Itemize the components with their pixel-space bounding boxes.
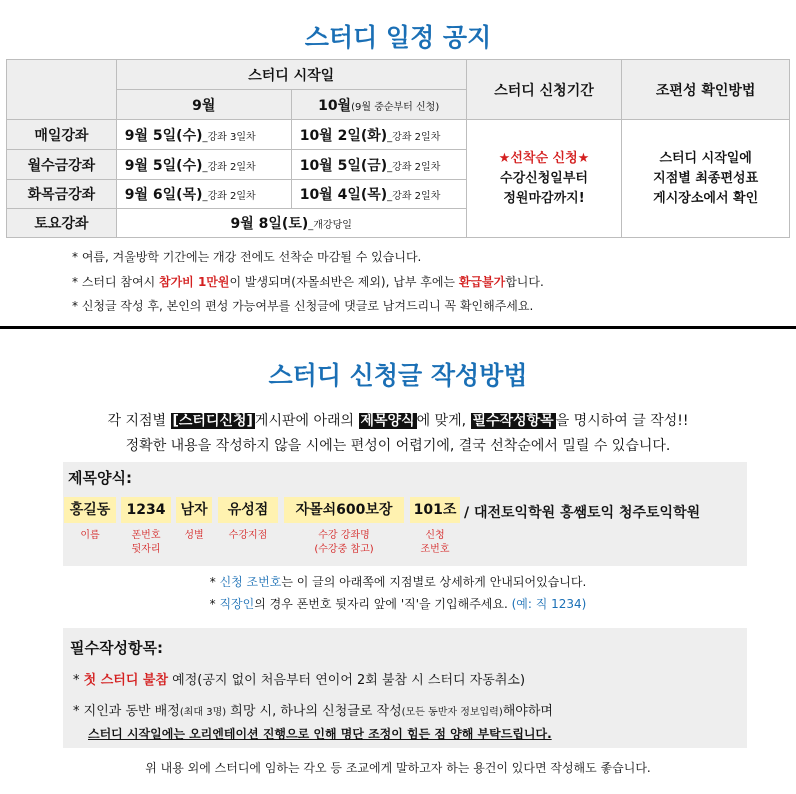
intro-line-2: 정확한 내용을 작성하지 않을 시에는 편성이 어렵기에, 결국 선착순에서 밀릴 수 있습니다. [125,438,671,454]
row-name: 매일강좌 [7,120,117,150]
intro-line-1: 각 지점별 [스터디신청] 게시판에 아래의 제목양식 에 맞게, 필수작성항목 을 명시하여 글 작성!! [107,413,689,429]
schedule-table [6,59,790,238]
closing-note: 위 내용 외에 스터디에 임하는 각오 등 조교에게 말하고자 하는 용건이 있다면 작성해도 좋습니다. [145,761,651,775]
note-check-comment: * 신청글 작성 후, 본인의 편성 가능여부를 신청글에 댓글로 남겨드리니 꼭 확인해주세요. [72,299,534,313]
format-chip-phone: 1234 [121,497,171,523]
format-chip-group: 101조 [410,497,460,523]
header-check-method: 조편성 확인방법 [622,60,790,120]
row-name: 토요강좌 [7,209,117,238]
row-name: 월수금강좌 [7,150,117,180]
header-october: 10월(9월 중순부터 신청) [291,90,466,120]
oct-date-cell: 10월 2일(화)_강좌 2일차 [291,120,466,150]
format-chip-course: 자몰쇠600보장 [284,497,404,523]
format-label: 수강 강좌명 (수강중 참고) [314,530,374,555]
table-row [7,120,790,150]
row-name: 화목금강좌 [7,180,117,209]
check-method-cell: 스터디 시작일에 지점별 최종편성표 게시장소에서 확인 [622,120,790,238]
format-tail: / 대전토익학원 홍쌤토익 청주토익학원 [464,505,701,521]
header-start-date: 스터디 시작일 [116,60,466,90]
required-item-absence: * 첫 스터디 불참 예정(공지 없이 처음부터 연이어 2회 불참 시 스터디 자동취소) [73,673,526,688]
format-chip-gender: 남자 [176,497,212,523]
note-fee: * 스터디 참여시 참가비 1만원이 발생되며(자몰쇠반은 제외), 납부 후에는 환급불가합니다. [72,275,544,289]
oct-date-cell: 10월 5일(금)_강좌 2일차 [291,150,466,180]
footnote-office-worker: * 직장인의 경우 폰번호 뒷자리 앞에 '직'을 기입해주세요. (예: 직 1234) [209,597,587,611]
footnote-group-number: * 신청 조번호는 이 글의 아래쪽에 지점별로 상세하게 안내되어있습니다. [209,575,587,589]
sep-date-cell: 9월 5일(수)_강좌 3일차 [116,120,291,150]
note-vacation: * 여름, 겨울방학 기간에는 개강 전에도 선착순 마감될 수 있습니다. [72,250,422,264]
table-corner [7,60,117,120]
format-label: 성별 [184,530,204,541]
format-label: 신청 조번호 [420,530,450,555]
required-item-orientation: 스터디 시작일에는 오리엔테이션 진행으로 인해 명단 조정이 힘든 점 양해 부탁드립니다. [88,727,552,741]
format-chip-name: 홍길동 [64,497,116,523]
schedule-title: 스터디 일정 공지 [304,23,492,52]
required-title: 필수작성항목: [70,639,163,657]
saturday-date-cell: 9월 8일(토)_개강당일 [116,209,466,238]
format-title: 제목양식: [68,469,132,487]
format-label: 수강지점 [228,530,268,541]
format-chip-branch: 유성점 [218,497,278,523]
header-september: 9월 [116,90,291,120]
format-label: 폰번호 뒷자리 [131,530,161,555]
section-divider [0,326,796,329]
apply-period-cell: ★선착순 신청★ 수강신청일부터 정원마감까지! [466,120,622,238]
sep-date-cell: 9월 5일(수)_강좌 2일차 [116,150,291,180]
sep-date-cell: 9월 6일(목)_강좌 2일차 [116,180,291,209]
oct-date-cell: 10월 4일(목)_강좌 2일차 [291,180,466,209]
format-label: 이름 [80,530,100,541]
required-item-companion: * 지인과 동반 배정(최대 3명) 희망 시, 하나의 신청글로 작성(모든 동반자 정보입력)해야하며 [73,704,553,719]
header-apply-period: 스터디 신청기간 [466,60,622,120]
apply-guide-title: 스터디 신청글 작성방법 [268,361,528,390]
